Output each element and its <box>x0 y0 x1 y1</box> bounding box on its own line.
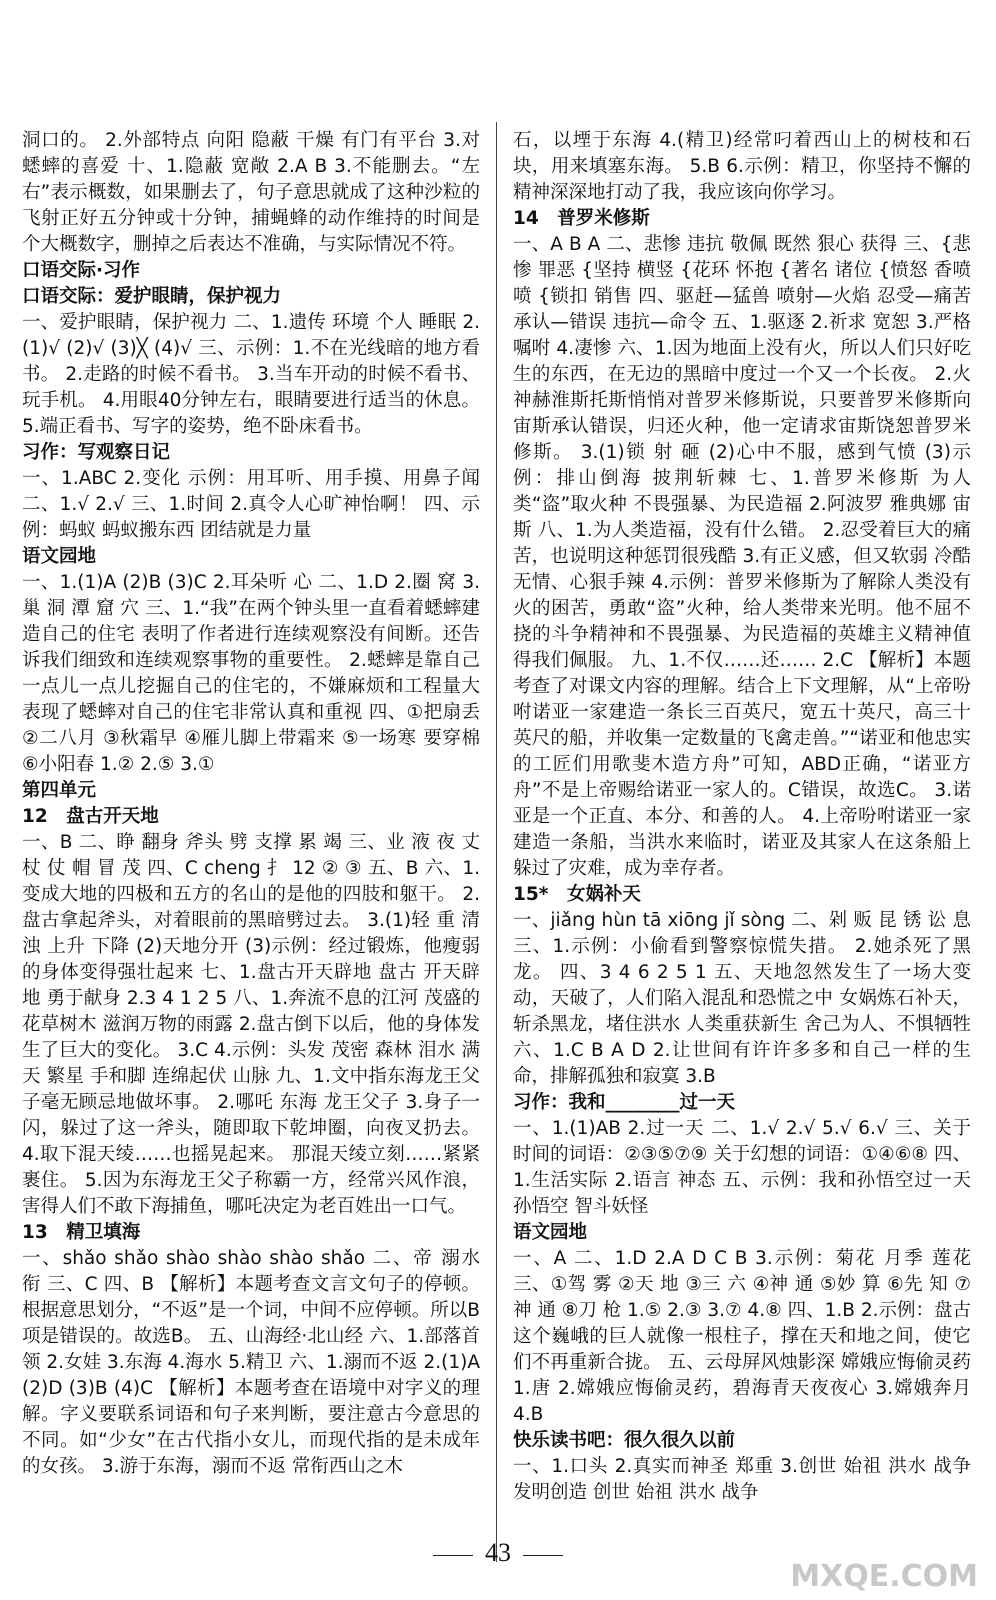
right-column <box>513 128 971 1506</box>
answer-paragraph: 一、A B A 二、悲惨 违抗 敬佩 既然 狠心 获得 三、{悲惨 罪恶 {坚持 横竖 {花环 怀抱 {著名 诸位 {愤怒 香喷喷 {锁扣 销售 四、驱赶—猛兽 喷射—火焰 忍受—痛苦 承认—错误 违抗—命令 五、1.驱逐 2.祈求 宽恕 3.严格 嘱咐 4.凄惨 六、1.因为地面上没有火，所以人们只好吃生的东西，在无边的黑暗中度过一个又一个长夜。 2.火神赫淮斯托斯悄悄对普罗米修斯说，只要普罗米修斯向宙斯承认错误，归还火种，他一定请求宙斯饶恕普罗米修斯。 3.(1)锁 射 砸 (2)心中不服，感到气愤 (3)示例：排山倒海 披荆斩棘 七、1.普罗米修斯 为人类“盗”取火种 不畏强暴、为民造福 2.阿波罗 雅典娜 宙斯 八、1.为人类造福，没有什么错。 2.忍受着巨大的痛苦，也说明这种惩罚很残酷 3.有正义感，但又软弱 冷酷无情、心狠手辣 4.示例：普罗米修斯为了解除人类没有火的困苦，勇敢“盗”火种，给人类带来光明。他不屈不挠的斗争精神和不畏强暴、为民造福的英雄主义精神值得我们佩服。 九、1.不仅……还…… 2.C 【解析】本题考查了对课文内容的理解。结合上下文理解，从“上帝吩咐诺亚一家建造一条长三百英尺，宽五十英尺，高三十英尺的船，并收集一定数量的飞禽走兽。”“诺亚和他忠实的工匠们用歌斐木造方舟”可知，ABD正确，“诺亚方舟”不是上帝赐给诺亚一家人的。C错误，故选C。 3.诺亚是一个正直、本分、和善的人。 4.上帝吩咐诺亚一家建造一条船，当洪水来临时，诺亚及其家人在这条船上躲过了灾难，成为幸存者。 <box>513 234 971 879</box>
section-subheading: 口语交际：爱护眼睛，保护视力 <box>22 286 282 307</box>
left-column <box>22 128 480 1480</box>
answer-paragraph: 一、爱护眼睛，保护视力 二、1.遗传 环境 个人 睡眠 2.(1)√ (2)√ (3)╳ (4)√ 三、示例：1.不在光线暗的地方看书。 2.走路的时候不看书。 3.当车开动的时候不看书、玩手机。 4.用眼40分钟左右，眼睛要进行适当的休息。 5.端正看书、写字的姿势，绝不卧床看书。 <box>22 312 480 437</box>
answer-paragraph: 一、A 二、1.D 2.A D C B 3.示例：菊花 月季 莲花 三、①驾 雾 ②天 地 ③三 六 ④神 通 ⑤妙 算 ⑥先 知 ⑦神 通 ⑧刀 枪 1.⑤ 2.③ 3.⑦ 4.⑧ 四、1.B 2.示例：盘古这个巍峨的巨人就像一根柱子，撑在天和地之间，使它们不再重新合拢。 五、云母屏风烛影深 嫦娥应悔偷灵药 1.唐 2.嫦娥应悔偷灵药，碧海青天夜夜心 3.嫦娥奔月 4.B <box>513 1248 971 1425</box>
footer-dash-right <box>523 1555 563 1556</box>
answer-paragraph: 一、1.(1)AB 2.过一天 二、1.√ 2.√ 5.√ 6.√ 三、关于时间的词语：②③⑤⑦⑨ 关于幻想的词语：①④⑥⑧ 四、1.生活实际 2.语言 神态 五、示例：我和孙悟空过一天 孙悟空 智斗妖怪 <box>513 1118 971 1217</box>
answer-paragraph: 一、B 二、睁 翻身 斧头 劈 支撑 累 竭 三、业 液 夜 丈 杖 仗 帽 冒 茂 四、C cheng 扌 12 ② ③ 五、B 六、1.变成大地的四极和五方的名山的是他的四肢和躯干。 2.盘古拿起斧头，对着眼前的黑暗劈过去。 3.(1)轻 重 清 浊 上升 下降 (2)天地分开 (3)示例：经过锻炼，他瘦弱的身体变得强壮起来 七、1.盘古开天辟地 盘古 开天辟地 勇于献身 2.3 4 1 2 5 八、1.奔流不息的江河 茂盛的花草树木 滋润万物的雨露 2.盘古倒下以后，他的身体发生了巨大的变化。 3.C 4.示例：头发 茂密 森林 泪水 满天 繁星 手和脚 连绵起伏 山脉 九、1.文中指东海龙王父子毫无顾忌地做坏事。 2.哪吒 东海 龙王父子 3.身子一闪，躲过了这一斧头，随即取下乾坤圈，向夜叉扔去。 4.取下混天绫……也摇晃起来。 那混天绫立刻……紧紧裹住。 5.因为东海龙王父子称霸一方，经常兴风作浪，害得人们不敢下海捕鱼，哪吒决定为老百姓出一口气。 <box>22 832 480 1217</box>
section-heading: 口语交际·习作 <box>22 260 141 281</box>
column-divider <box>496 122 497 1562</box>
lesson-heading: 12 盘古开天地 <box>22 806 159 827</box>
section-heading: 语文园地 <box>22 546 97 567</box>
lesson-heading: 15* 女娲补天 <box>513 884 641 905</box>
answer-paragraph: 石，以堙于东海 4.(精卫)经常叼着西山上的树枝和石块，用来填塞东海。 5.B 6.示例：精卫，你坚持不懈的精神深深地打动了我，我应该向你学习。 <box>513 130 971 203</box>
section-subheading: 习作：我和________过一天 <box>513 1092 736 1113</box>
answer-paragraph: 一、1.(1)A (2)B (3)C 2.耳朵听 心 二、1.D 2.圈 窝 3.巢 洞 潭 窟 穴 三、1.“我”在两个钟头里一直看着蟋蟀建造自己的住宅 表明了作者进行连续观察没有间断。还告诉我们细致和连续观察事物的重要性。 2.蟋蟀是靠自己一点儿一点儿挖掘自己的住宅的，不嫌麻烦和工程量大 表现了蟋蟀对自己的住宅非常认真和重视 四、①把扇丢 ②二八月 ③秋霜早 ④雁儿脚上带霜来 ⑤一场寒 要穿棉 ⑥小阳春 1.② 2.⑤ 3.① <box>22 572 480 775</box>
section-heading: 语文园地 <box>513 1222 588 1243</box>
answer-paragraph: 一、1.ABC 2.变化 示例：用耳听、用手摸、用鼻子闻 二、1.√ 2.√ 三、1.时间 2.真令人心旷神怡啊！ 四、示例：蚂蚁 蚂蚁搬东西 团结就是力量 <box>22 468 480 541</box>
answer-paragraph: 一、1.口头 2.真实而神圣 郑重 3.创世 始祖 洪水 战争 发明创造 创世 始祖 洪水 战争 <box>513 1456 971 1503</box>
lesson-heading: 13 精卫填海 <box>22 1222 141 1243</box>
answer-paragraph: 一、shǎo shǎo shào shào shào shǎo 二、帝 溺水 衔 三、C 四、B 【解析】本题考查文言文句子的停顿。根据意思划分，“不返”是一个词，中间不应停顿。所以B项是错误的。故选B。 五、山海经·北山经 六、1.部落首领 2.女娃 3.东海 4.海水 5.精卫 六、1.溺而不返 2.(1)A (2)D (3)B (4)C 【解析】本题考查在语境中对字义的理解。字义要联系词语和句子来判断，要注意古今意思的不同。如“少女”在古代指小女儿，而现代指的是未成年的女孩。 3.游于东海，溺而不返 常衔西山之木 <box>22 1248 480 1477</box>
lesson-heading: 14 普罗米修斯 <box>513 208 650 229</box>
answer-paragraph: 洞口的。 2.外部特点 向阳 隐蔽 干燥 有门有平台 3.对蟋蟀的喜爱 十、1.隐蔽 宽敞 2.A B 3.不能删去。“左右”表示概数，如果删去了，句子意思就成了这种沙粒的飞射正好五分钟或十分钟，捕蝇蜂的动作维持的时间是个大概数字，删掉之后表达不准确，与实际情况不符。 <box>22 130 480 255</box>
unit-heading: 第四单元 <box>22 780 97 801</box>
section-subheading: 习作：写观察日记 <box>22 442 171 463</box>
footer-dash-left <box>433 1555 473 1556</box>
section-subheading: 快乐读书吧：很久很久以前 <box>513 1430 736 1451</box>
page-number: 43 <box>485 1538 511 1567</box>
answer-paragraph: 一、jiǎng hùn tā xiōng jǐ sòng 二、剁 贩 昆 锈 讼 息 三、1.示例：小偷看到警察惊慌失措。 2.她杀死了黑龙。 四、3 4 6 2 5 1 五、天地忽然发生了一场大变动，天破了，人们陷入混乱和恐慌之中 女娲炼石补天，斩杀黑龙，堵住洪水 人类重获新生 舍己为人、不惧牺牲 六、1.C B A D 2.让世间有许许多多和自己一样的生命，排解孤独和寂寞 3.B <box>513 910 971 1087</box>
watermark-logo: MXQE.COM <box>790 1559 978 1594</box>
